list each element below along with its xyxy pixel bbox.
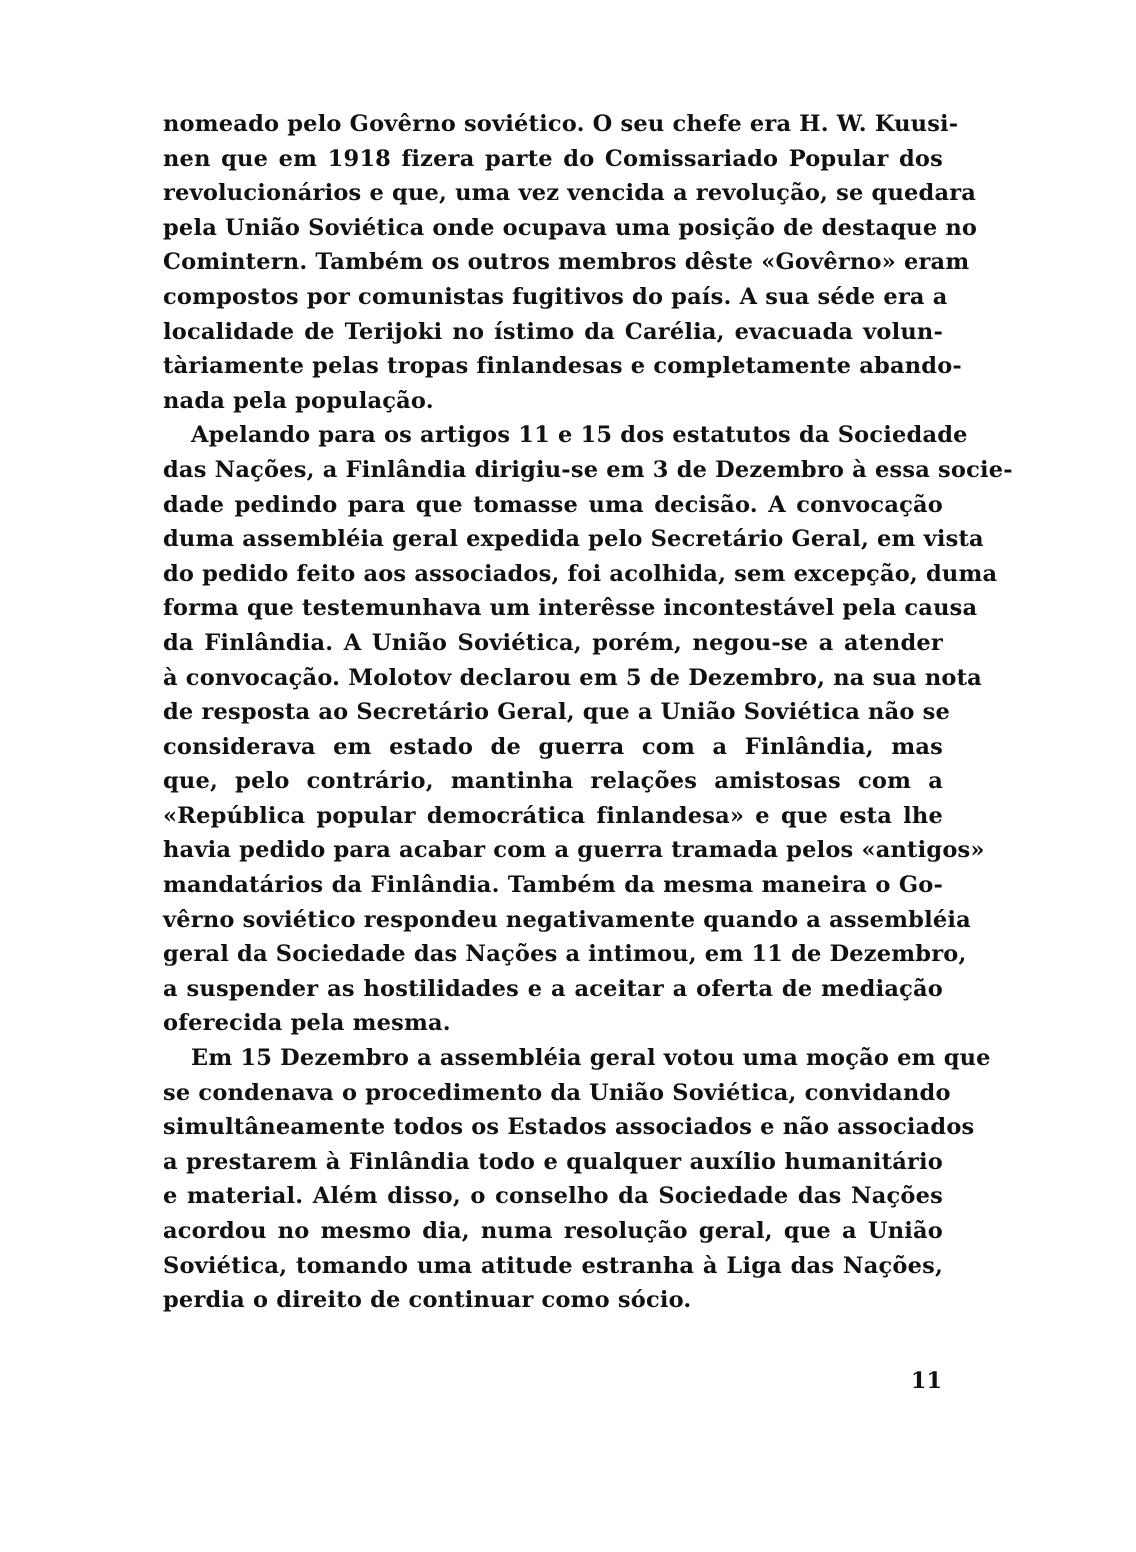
text-line: nen que em 1918 fizera parte do Comissariado Popular dos <box>163 145 943 172</box>
text-line: das Nações, a Finlândia dirigiu-se em 3 de Dezembro à essa socie- <box>163 456 1013 483</box>
text-line: mandatários da Finlândia. Também da mesma maneira o Go- <box>163 872 943 899</box>
text-line: nomeado pelo Govêrno soviético. O seu chefe era H. W. Kuusi- <box>163 111 959 137</box>
page-number: 11 <box>910 1368 942 1394</box>
body-text <box>163 107 1013 1318</box>
text-line: tàriamente pelas tropas finlandesas e completamente abando- <box>163 353 962 380</box>
text-line: compostos por comunistas fugitivos do país. A sua séde era a <box>163 283 948 310</box>
text-line: vêrno soviético respondeu negativamente quando a assembléia <box>163 906 971 933</box>
text-line: se condenava o procedimento da União Soviética, convidando <box>163 1079 951 1106</box>
text-line: «República popular democrática finlandesa» e que esta lhe <box>163 802 943 829</box>
text-line: pela União Soviética onde ocupava uma posição de destaque no <box>163 214 978 241</box>
text-line: havia pedido para acabar com a guerra tramada pelos «antigos» <box>163 837 985 864</box>
text-line: acordou no mesmo dia, numa resolução geral, que a União <box>163 1218 943 1244</box>
text-line: Apelando para os artigos 11 e 15 dos estatutos da Sociedade <box>191 422 968 449</box>
text-line: duma assembléia geral expedida pelo Secretário Geral, em vista <box>163 526 984 553</box>
text-line: Comintern. Também os outros membros dêste «Govêrno» eram <box>163 249 970 276</box>
text-line: Soviética, tomando uma atitude estranha à Liga das Nações, <box>163 1252 943 1279</box>
text-line: considerava em estado de guerra com a Finlândia, mas <box>163 733 943 760</box>
text-line: de resposta ao Secretário Geral, que a União Soviética não se <box>163 699 950 726</box>
text-line: oferecida pela mesma. <box>163 1010 451 1037</box>
text-line: geral da Sociedade das Nações a intimou, em 11 de Dezembro, <box>163 941 967 968</box>
text-line: simultâneamente todos os Estados associados e não associados <box>163 1114 975 1141</box>
text-line: à convocação. Molotov declarou em 5 de Dezembro, na sua nota <box>163 664 982 691</box>
text-line: dade pedindo para que tomasse uma decisão. A convocação <box>163 491 943 518</box>
text-line: da Finlândia. A União Soviética, porém, negou-se a atender <box>163 629 943 656</box>
text-line: nada pela população. <box>163 387 434 414</box>
text-line: e material. Além disso, o conselho da Sociedade das Nações <box>163 1183 943 1210</box>
text-line: a prestarem à Finlândia todo e qualquer auxílio humanitário <box>163 1148 943 1175</box>
text-line: que, pelo contrário, mantinha relações amistosas com a <box>163 768 943 795</box>
text-line: Em 15 Dezembro a assembléia geral votou uma moção em que <box>191 1045 991 1072</box>
text-line: forma que testemunhava um interêsse incontestável pela causa <box>163 595 978 622</box>
text-line: a suspender as hostilidades e a aceitar a oferta de mediação <box>163 975 943 1002</box>
text-line: localidade de Terijoki no ístimo da Carélia, evacuada volun- <box>163 318 943 345</box>
text-line: perdia o direito de continuar como sócio. <box>163 1287 692 1314</box>
text-line: revolucionários e que, uma vez vencida a revolução, se quedara <box>163 180 977 207</box>
text-line: do pedido feito aos associados, foi acolhida, sem excepção, duma <box>163 560 998 587</box>
